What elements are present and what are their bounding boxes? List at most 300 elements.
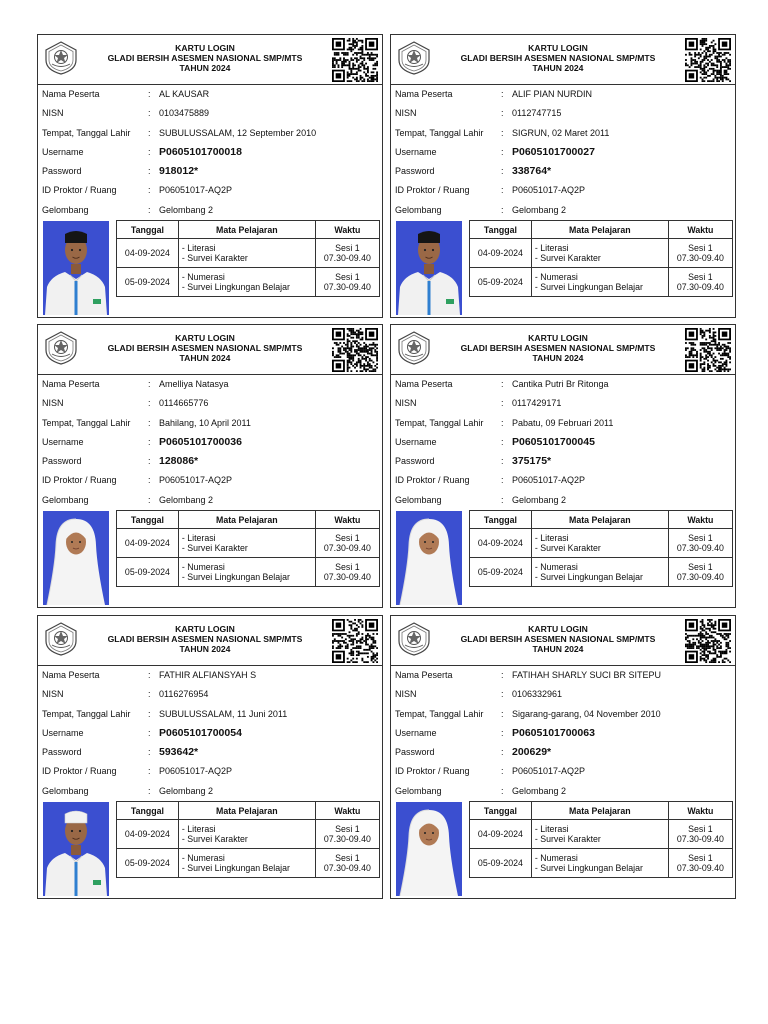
schedule-row — [470, 268, 733, 297]
field-gelombang — [42, 491, 378, 510]
schedule-row — [470, 529, 733, 558]
schedule-subjects — [178, 558, 315, 587]
schedule-time-range: 07.30-09.40 — [323, 572, 371, 582]
schedule-table — [469, 220, 733, 297]
schedule-time-range: 07.30-09.40 — [323, 834, 371, 844]
schedule-date: 04-09-2024 — [117, 529, 179, 558]
field-label: ID Proktor / Ruang — [395, 475, 470, 486]
field-label: NISN — [42, 689, 64, 700]
field-colon: : — [501, 747, 504, 758]
login-card — [390, 615, 736, 899]
field-label: NISN — [42, 398, 64, 409]
schedule-subject: - Numerasi — [534, 272, 578, 282]
schedule-row — [117, 268, 380, 297]
field-value-gelombang: Gelombang 2 — [159, 785, 214, 796]
schedule-date: 04-09-2024 — [470, 239, 532, 268]
field-colon: : — [501, 146, 504, 157]
field-label: Gelombang — [395, 204, 442, 215]
title-line: GLADI BERSIH ASESMEN NASIONAL SMP/MTS — [107, 53, 303, 64]
field-value-nama: FATIHAH SHARLY SUCI BR SITEPU — [512, 670, 662, 680]
schedule-row — [470, 820, 733, 849]
qr-code-icon — [685, 38, 731, 82]
participant-fields — [42, 375, 378, 510]
emblem-logo-icon — [43, 40, 79, 76]
schedule-session: Sesi 1 — [335, 824, 360, 834]
field-colon: : — [148, 127, 151, 138]
schedule-subject: - Numerasi — [534, 853, 578, 863]
field-value-ttl: Bahilang, 10 April 2011 — [159, 417, 251, 428]
schedule-header: Mata Pelajaran — [178, 802, 315, 820]
field-value-proktor: P06051017-AQ2P — [159, 766, 233, 777]
field-value-proktor: P06051017-AQ2P — [512, 475, 586, 486]
field-colon: : — [148, 89, 151, 99]
field-value-gelombang: Gelombang 2 — [512, 494, 567, 505]
participant-photo — [396, 511, 462, 605]
field-proktor — [42, 181, 378, 200]
schedule-time-range: 07.30-09.40 — [323, 253, 371, 263]
field-value-username: P0605101700027 — [512, 145, 595, 158]
schedule-subject: - Literasi — [181, 824, 216, 834]
schedule-date: 04-09-2024 — [470, 820, 532, 849]
field-colon: : — [501, 417, 504, 428]
card-header — [391, 325, 735, 375]
schedule-date: 05-09-2024 — [470, 849, 532, 878]
title-line: GLADI BERSIH ASESMEN NASIONAL SMP/MTS — [460, 634, 656, 645]
card-title — [437, 43, 679, 74]
field-value-proktor: P06051017-AQ2P — [512, 185, 586, 196]
schedule-time — [668, 820, 732, 849]
qr-code-icon — [685, 619, 731, 663]
field-colon: : — [148, 204, 151, 215]
schedule-header: Waktu — [668, 221, 732, 239]
schedule-subjects — [178, 239, 315, 268]
field-value-ttl: SIGRUN, 02 Maret 2011 — [512, 127, 610, 138]
schedule-row — [117, 849, 380, 878]
field-ttl — [42, 124, 378, 143]
title-line: KARTU LOGIN — [528, 43, 588, 53]
title-line: TAHUN 2024 — [532, 644, 584, 655]
field-colon: : — [501, 166, 504, 177]
schedule-header: Waktu — [668, 802, 732, 820]
field-label: Nama Peserta — [42, 89, 100, 99]
login-card — [390, 34, 736, 318]
field-value-username: P0605101700018 — [159, 145, 242, 158]
field-colon: : — [148, 475, 151, 486]
field-value-nama: ALIF PIAN NURDIN — [512, 89, 593, 99]
field-value-nisn: 0116276954 — [159, 689, 209, 700]
field-password — [395, 743, 731, 762]
field-colon: : — [148, 689, 151, 700]
schedule-time-range: 07.30-09.40 — [323, 282, 371, 292]
schedule-time-range: 07.30-09.40 — [676, 834, 724, 844]
field-label: NISN — [395, 689, 417, 700]
schedule-subjects — [531, 820, 668, 849]
schedule-subject: - Survei Karakter — [534, 543, 601, 553]
field-label: Nama Peserta — [395, 379, 453, 389]
schedule-row — [470, 558, 733, 587]
field-username — [395, 433, 731, 452]
schedule-time — [315, 529, 379, 558]
field-label: Gelombang — [42, 494, 89, 505]
field-label: Gelombang — [42, 204, 89, 215]
field-colon: : — [501, 670, 504, 680]
field-nama — [395, 666, 731, 685]
field-colon: : — [501, 689, 504, 700]
schedule-time — [315, 268, 379, 297]
field-gelombang — [42, 782, 378, 801]
field-label: Gelombang — [395, 785, 442, 796]
title-line: GLADI BERSIH ASESMEN NASIONAL SMP/MTS — [107, 634, 303, 645]
schedule-session: Sesi 1 — [688, 243, 713, 253]
schedule-subject: - Survei Lingkungan Belajar — [534, 282, 643, 292]
title-line: TAHUN 2024 — [179, 63, 231, 74]
schedule-header: Waktu — [315, 802, 379, 820]
title-line: KARTU LOGIN — [175, 624, 235, 634]
schedule-subject: - Survei Karakter — [181, 543, 248, 553]
card-header — [38, 35, 382, 85]
field-value-password: 200629* — [512, 746, 552, 759]
field-label: Tempat, Tanggal Lahir — [42, 127, 131, 138]
schedule-date: 04-09-2024 — [117, 820, 179, 849]
card-header — [38, 325, 382, 375]
schedule-session: Sesi 1 — [335, 272, 360, 282]
field-proktor — [395, 762, 731, 781]
field-colon: : — [148, 185, 151, 196]
schedule-time-range: 07.30-09.40 — [676, 543, 724, 553]
field-value-proktor: P06051017-AQ2P — [159, 185, 233, 196]
schedule-time-range: 07.30-09.40 — [676, 282, 724, 292]
field-nama — [42, 85, 378, 104]
field-gelombang — [395, 782, 731, 801]
schedule-subjects — [178, 268, 315, 297]
field-value-nisn: 0114665776 — [159, 398, 209, 409]
field-proktor — [395, 181, 731, 200]
title-line: KARTU LOGIN — [175, 333, 235, 343]
login-card — [390, 324, 736, 608]
emblem-logo-icon — [396, 330, 432, 366]
schedule-subject: - Literasi — [181, 533, 216, 543]
title-line: KARTU LOGIN — [528, 624, 588, 634]
field-value-nama: AL KAUSAR — [159, 89, 210, 99]
field-ttl — [42, 414, 378, 433]
schedule-row — [117, 558, 380, 587]
field-value-password: 338764* — [512, 165, 552, 178]
schedule-row — [117, 529, 380, 558]
schedule-time — [668, 849, 732, 878]
field-value-nama: Cantika Putri Br Ritonga — [512, 379, 609, 389]
schedule-row — [470, 239, 733, 268]
field-label: Username — [395, 727, 437, 738]
schedule-session: Sesi 1 — [688, 853, 713, 863]
field-value-gelombang: Gelombang 2 — [159, 494, 214, 505]
schedule-session: Sesi 1 — [688, 824, 713, 834]
qr-code-icon — [332, 619, 378, 663]
schedule-table — [116, 801, 380, 878]
schedule-time-range: 07.30-09.40 — [323, 543, 371, 553]
field-colon: : — [501, 727, 504, 738]
schedule-header: Waktu — [315, 221, 379, 239]
schedule-subjects — [178, 849, 315, 878]
field-label: Username — [395, 146, 437, 157]
schedule-header: Tanggal — [470, 511, 532, 529]
participant-photo — [43, 511, 109, 605]
field-value-nisn: 0103475889 — [159, 108, 210, 119]
schedule-row — [117, 820, 380, 849]
field-value-password: 375175* — [512, 455, 552, 468]
field-proktor — [42, 471, 378, 490]
field-value-password: 128086* — [159, 455, 199, 468]
qr-code-icon — [685, 328, 731, 372]
field-colon: : — [148, 766, 151, 777]
field-label: NISN — [395, 398, 417, 409]
field-label: Tempat, Tanggal Lahir — [395, 708, 484, 719]
field-value-gelombang: Gelombang 2 — [159, 204, 214, 215]
field-label: Nama Peserta — [42, 379, 100, 389]
schedule-header: Tanggal — [117, 221, 179, 239]
field-label: NISN — [42, 108, 64, 119]
field-ttl — [42, 705, 378, 724]
schedule-time-range: 07.30-09.40 — [676, 863, 724, 873]
schedule-date: 04-09-2024 — [470, 529, 532, 558]
participant-fields — [395, 85, 731, 220]
schedule-subject: - Survei Lingkungan Belajar — [181, 282, 290, 292]
participant-fields — [395, 375, 731, 510]
field-colon: : — [501, 494, 504, 505]
card-header — [391, 35, 735, 85]
field-colon: : — [501, 708, 504, 719]
field-colon: : — [148, 146, 151, 157]
field-label: Nama Peserta — [42, 670, 100, 680]
schedule-table — [469, 510, 733, 587]
field-colon: : — [148, 670, 151, 680]
card-title — [437, 333, 679, 364]
field-colon: : — [148, 494, 151, 505]
qr-code-icon — [332, 38, 378, 82]
field-password — [395, 162, 731, 181]
schedule-header: Mata Pelajaran — [531, 221, 668, 239]
field-colon: : — [501, 89, 504, 99]
participant-photo — [396, 221, 462, 315]
field-value-username: P0605101700063 — [512, 726, 595, 739]
field-label: ID Proktor / Ruang — [42, 475, 117, 486]
schedule-subject: - Survei Karakter — [181, 253, 248, 263]
title-line: GLADI BERSIH ASESMEN NASIONAL SMP/MTS — [460, 53, 656, 64]
field-value-username: P0605101700054 — [159, 726, 242, 739]
schedule-subject: - Literasi — [534, 824, 569, 834]
title-line: TAHUN 2024 — [179, 353, 231, 364]
card-title — [84, 43, 326, 74]
schedule-header: Waktu — [668, 511, 732, 529]
schedule-subject: - Survei Karakter — [534, 834, 601, 844]
field-value-ttl: SUBULUSSALAM, 11 Juni 2011 — [159, 708, 288, 719]
schedule-subject: - Numerasi — [534, 562, 578, 572]
field-label: ID Proktor / Ruang — [395, 766, 470, 777]
field-value-ttl: SUBULUSSALAM, 12 September 2010 — [159, 127, 317, 138]
field-value-password: 918012* — [159, 165, 199, 178]
schedule-header: Waktu — [315, 511, 379, 529]
card-title — [84, 624, 326, 655]
title-line: KARTU LOGIN — [528, 333, 588, 343]
participant-fields — [42, 666, 378, 801]
schedule-subjects — [178, 529, 315, 558]
field-colon: : — [501, 108, 504, 119]
field-label: Nama Peserta — [395, 670, 453, 680]
field-nisn — [395, 685, 731, 704]
field-colon: : — [501, 785, 504, 796]
field-value-gelombang: Gelombang 2 — [512, 785, 567, 796]
field-password — [395, 452, 731, 471]
field-label: Gelombang — [42, 785, 89, 796]
field-label: Password — [395, 166, 435, 177]
title-line: TAHUN 2024 — [532, 353, 584, 364]
field-password — [42, 162, 378, 181]
field-colon: : — [501, 436, 504, 447]
schedule-subject: - Survei Lingkungan Belajar — [534, 572, 643, 582]
field-proktor — [395, 471, 731, 490]
field-label: ID Proktor / Ruang — [42, 766, 117, 777]
field-label: Password — [42, 456, 82, 467]
field-colon: : — [148, 456, 151, 467]
field-label: Tempat, Tanggal Lahir — [42, 417, 131, 428]
schedule-session: Sesi 1 — [688, 562, 713, 572]
schedule-subjects — [531, 268, 668, 297]
field-username — [42, 143, 378, 162]
schedule-time — [668, 268, 732, 297]
schedule-header: Tanggal — [117, 511, 179, 529]
field-label: Password — [395, 747, 435, 758]
field-value-gelombang: Gelombang 2 — [512, 204, 567, 215]
field-value-nama: FATHIR ALFIANSYAH S — [159, 670, 257, 680]
emblem-logo-icon — [396, 40, 432, 76]
field-label: Password — [42, 747, 82, 758]
field-nama — [42, 375, 378, 394]
field-colon: : — [501, 475, 504, 486]
schedule-subject: - Numerasi — [181, 272, 225, 282]
login-card — [37, 324, 383, 608]
field-ttl — [395, 414, 731, 433]
schedule-time — [668, 558, 732, 587]
participant-fields — [395, 666, 731, 801]
schedule-date: 05-09-2024 — [470, 268, 532, 297]
field-colon: : — [501, 127, 504, 138]
title-line: GLADI BERSIH ASESMEN NASIONAL SMP/MTS — [107, 343, 303, 354]
schedule-subject: - Survei Karakter — [181, 834, 248, 844]
schedule-session: Sesi 1 — [335, 243, 360, 253]
field-colon: : — [148, 785, 151, 796]
schedule-header: Mata Pelajaran — [531, 511, 668, 529]
field-value-nama: Amelliya Natasya — [159, 379, 229, 389]
field-label: Username — [42, 727, 84, 738]
field-nama — [42, 666, 378, 685]
field-value-proktor: P06051017-AQ2P — [512, 766, 586, 777]
schedule-header: Tanggal — [470, 802, 532, 820]
schedule-row — [117, 239, 380, 268]
participant-photo — [43, 221, 109, 315]
field-gelombang — [395, 201, 731, 220]
field-label: Username — [42, 436, 84, 447]
title-line: GLADI BERSIH ASESMEN NASIONAL SMP/MTS — [460, 343, 656, 354]
field-colon: : — [501, 456, 504, 467]
field-value-nisn: 0117429171 — [512, 398, 562, 409]
field-colon: : — [501, 766, 504, 777]
field-nama — [395, 375, 731, 394]
schedule-header: Mata Pelajaran — [178, 511, 315, 529]
field-username — [395, 724, 731, 743]
schedule-session: Sesi 1 — [335, 533, 360, 543]
card-title — [437, 624, 679, 655]
schedule-date: 04-09-2024 — [117, 239, 179, 268]
field-colon: : — [148, 166, 151, 177]
field-ttl — [395, 124, 731, 143]
field-colon: : — [148, 747, 151, 758]
field-username — [42, 724, 378, 743]
schedule-time — [315, 558, 379, 587]
schedule-header: Tanggal — [117, 802, 179, 820]
field-label: Password — [395, 456, 435, 467]
card-header — [391, 616, 735, 666]
schedule-header: Mata Pelajaran — [531, 802, 668, 820]
login-card — [37, 34, 383, 318]
participant-fields — [42, 85, 378, 220]
field-colon: : — [501, 398, 504, 409]
field-value-nisn: 0106332961 — [512, 689, 563, 700]
schedule-session: Sesi 1 — [688, 533, 713, 543]
schedule-subject: - Survei Lingkungan Belajar — [181, 863, 290, 873]
field-nisn — [42, 104, 378, 123]
schedule-header: Tanggal — [470, 221, 532, 239]
title-line: TAHUN 2024 — [179, 644, 231, 655]
field-colon: : — [501, 204, 504, 215]
schedule-subjects — [531, 239, 668, 268]
field-label: Tempat, Tanggal Lahir — [395, 417, 484, 428]
field-label: ID Proktor / Ruang — [42, 185, 117, 196]
qr-code-icon — [332, 328, 378, 372]
field-label: Username — [395, 436, 437, 447]
schedule-subject: - Survei Lingkungan Belajar — [181, 572, 290, 582]
schedule-subject: - Literasi — [534, 533, 569, 543]
schedule-subjects — [531, 849, 668, 878]
field-colon: : — [148, 727, 151, 738]
emblem-logo-icon — [43, 621, 79, 657]
field-value-nisn: 0112747715 — [512, 108, 562, 119]
schedule-subject: - Survei Lingkungan Belajar — [534, 863, 643, 873]
schedule-subjects — [531, 558, 668, 587]
field-colon: : — [501, 379, 504, 389]
field-colon: : — [501, 185, 504, 196]
schedule-time — [668, 239, 732, 268]
field-colon: : — [148, 398, 151, 409]
field-label: Tempat, Tanggal Lahir — [395, 127, 484, 138]
field-gelombang — [42, 201, 378, 220]
schedule-time — [315, 849, 379, 878]
schedule-header: Mata Pelajaran — [178, 221, 315, 239]
field-ttl — [395, 705, 731, 724]
card-header — [38, 616, 382, 666]
field-proktor — [42, 762, 378, 781]
field-label: ID Proktor / Ruang — [395, 185, 470, 196]
participant-photo — [396, 802, 462, 896]
schedule-subject: - Numerasi — [181, 853, 225, 863]
field-password — [42, 743, 378, 762]
field-label: Password — [42, 166, 82, 177]
field-password — [42, 452, 378, 471]
schedule-time — [315, 820, 379, 849]
title-line: TAHUN 2024 — [532, 63, 584, 74]
emblem-logo-icon — [43, 330, 79, 366]
schedule-time-range: 07.30-09.40 — [676, 572, 724, 582]
schedule-subjects — [178, 820, 315, 849]
field-colon: : — [148, 708, 151, 719]
